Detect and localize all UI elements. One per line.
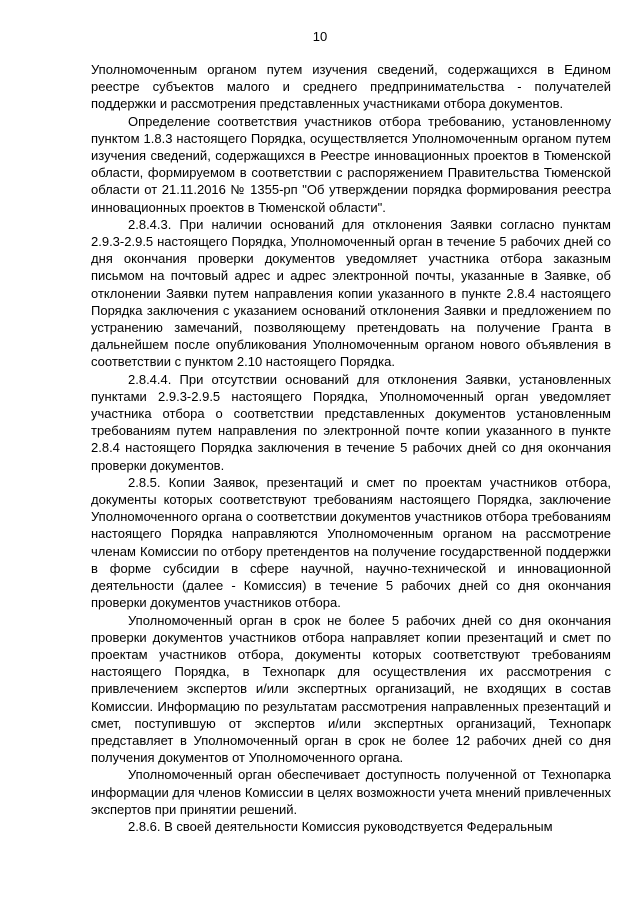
paragraph-2: Определение соответствия участников отбора требованию, установленному пунктом 1.8.3 настоящего Порядка, осуществляется Уполномоченным органом путем изучения сведений, содержащихся в Реестре инновационных проектов в Тюменской области, формируемом в соответствии с распоряжением Правительства Тюменской области от 21.11.2016 № 1355-рп "Об утверждении порядка формирования реестра инновационных проектов в Тюменской области".: [91, 113, 611, 215]
paragraph-7: Уполномоченный орган обеспечивает доступность полученной от Технопарка информации для членов Комиссии в целях возможности учета мнений привлеченных экспертов при принятии решений.: [91, 767, 611, 817]
document-body: [91, 61, 611, 835]
paragraph-5: 2.8.5. Копии Заявок, презентаций и смет по проектам участников отбора, документы которых соответствуют требованиям настоящего Порядка, заключение Уполномоченного органа о соответствии документов участников отбора требованиям настоящего Порядка направляются Уполномоченным органом на рассмотрение членам Комиссии по отбору претендентов на получение государственной поддержки в форме субсидии в сфере научной, научно-технической и инновационной деятельности (далее - Комиссия) в течение 5 рабочих дней со дня окончания проверки документов участников отбора.: [91, 474, 611, 611]
paragraph-6: Уполномоченный орган в срок не более 5 рабочих дней со дня окончания проверки документов участников отбора направляет копии презентаций и смет по проектам участников отбора, документы которых соответствуют требованиям настоящего Порядка, в Технопарк для осуществления их рассмотрения с привлечением экспертов и/или экспертных организаций, не входящих в состав Комиссии. Информацию по результатам рассмотрения направленных презентаций и смет, поступившую от экспертов и/или экспертных организаций, Технопарк представляет в Уполномоченный орган в срок не более 12 рабочих дней со дня получения документов от Уполномоченного органа.: [91, 612, 611, 766]
page-number: 10: [312, 29, 328, 44]
paragraph-1: Уполномоченным органом путем изучения сведений, содержащихся в Едином реестре субъектов малого и среднего предпринимательства - получателей поддержки и рассмотрения представленных участниками отбора документов.: [91, 62, 611, 112]
paragraph-8: 2.8.6. В своей деятельности Комиссия руководствуется Федеральным: [128, 818, 553, 834]
paragraph-4: 2.8.4.4. При отсутствии оснований для отклонения Заявки, установленных пунктами 2.9.3-2.9.5 настоящего Порядка, Уполномоченный орган уведомляет участника отбора о соответствии представленных документов установленным требованиям путем направления по электронной почте копии указанного в пункте 2.8.4 настоящего Порядка заключения в течение 5 рабочих дней со дня окончания проверки документов.: [91, 371, 611, 473]
paragraph-3: 2.8.4.3. При наличии оснований для отклонения Заявки согласно пунктам 2.9.3-2.9.5 настоящего Порядка, Уполномоченный орган в течение 5 рабочих дней со дня окончания проверки документов уведомляет участника отбора заказным письмом на почтовый адрес и адрес электронной почты, указанные в Заявке, об отклонении Заявки путем направления копии указанного в пункте 2.8.4 настоящего Порядка заключения с указанием оснований отклонения Заявки и предложением по устранению замечаний, позволяющему претендовать на получение Гранта в дальнейшем после опубликования Уполномоченным органом нового объявления в соответствии с пунктом 2.10 настоящего Порядка.: [91, 216, 611, 370]
